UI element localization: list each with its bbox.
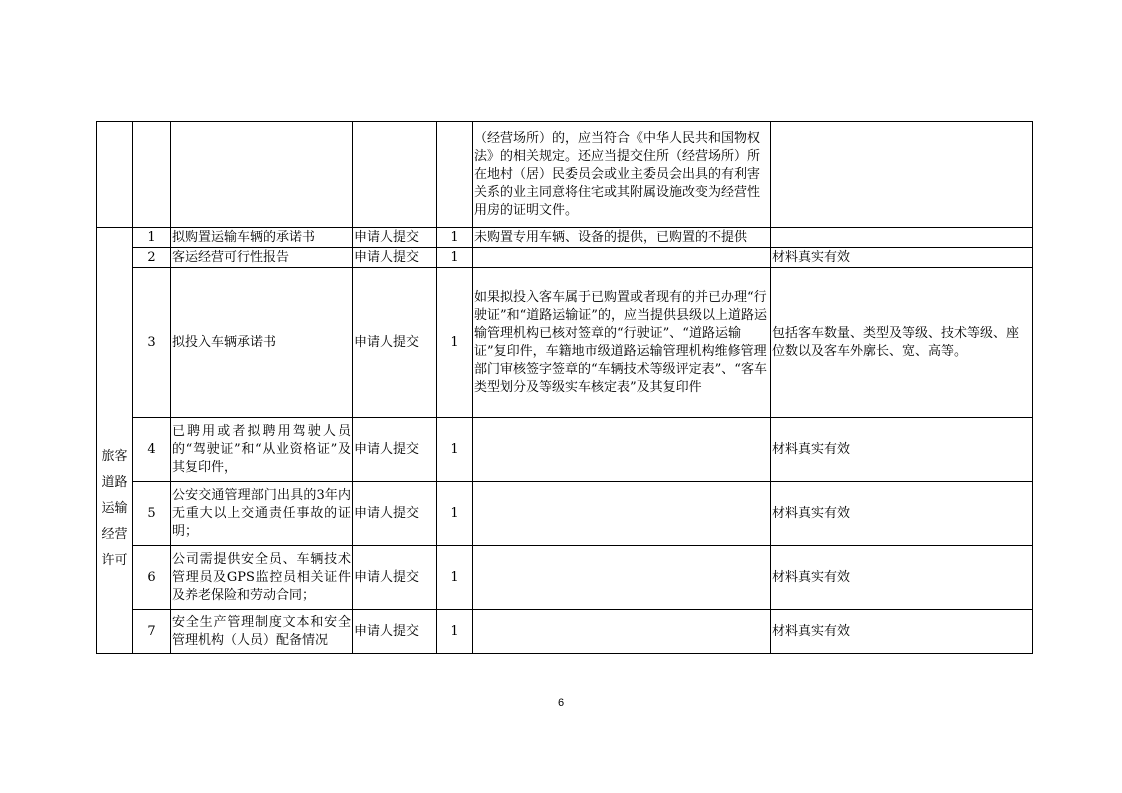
table-row xyxy=(97,418,1033,482)
material-count: 1 xyxy=(437,482,473,546)
material-name: 公安交通管理部门出具的3年内无重大以上交通责任事故的证明； xyxy=(171,482,353,546)
table-cell xyxy=(771,122,1033,228)
table-cell xyxy=(133,122,171,228)
requirement-cell xyxy=(473,418,771,482)
remark-cell: 材料真实有效 xyxy=(771,610,1033,654)
table-row xyxy=(97,248,1033,268)
requirement-cell: 未购置专用车辆、设备的提供，已购置的不提供 xyxy=(473,228,771,248)
row-number: 6 xyxy=(133,546,171,610)
material-name: 公司需提供安全员、车辆技术管理员及GPS监控员相关证件及养老保险和劳动合同； xyxy=(171,546,353,610)
requirement-cell xyxy=(473,248,771,268)
remark-cell: 材料真实有效 xyxy=(771,482,1033,546)
material-source: 申请人提交 xyxy=(353,248,437,268)
material-name: 客运经营可行性报告 xyxy=(171,248,353,268)
category-line: 旅客 xyxy=(101,449,128,464)
requirement-cell xyxy=(473,610,771,654)
requirement-cell xyxy=(473,482,771,546)
row-number: 7 xyxy=(133,610,171,654)
material-count: 1 xyxy=(437,418,473,482)
material-name: 拟购置运输车辆的承诺书 xyxy=(171,228,353,248)
row-number: 4 xyxy=(133,418,171,482)
material-source: 申请人提交 xyxy=(353,482,437,546)
category-line: 许可 xyxy=(101,553,128,568)
table-row xyxy=(97,122,1033,228)
material-count: 1 xyxy=(437,228,473,248)
material-source: 申请人提交 xyxy=(353,268,437,418)
requirements-table xyxy=(96,121,1033,654)
category-line: 运输 xyxy=(101,501,128,516)
category-line: 道路 xyxy=(101,475,128,490)
remark-cell xyxy=(771,228,1033,248)
requirement-cell: 如果拟投入客车属于已购置或者现有的并已办理“行驶证”和“道路运输证”的，应当提供县级以上道路运输管理机构已核对签章的“行驶证”、“道路运输证”复印件，车籍地市级道路运输管理机构维修管理部门审核签字签章的“车辆技术等级评定表”、“客车类型划分及等级实车核定表”及其复印件 xyxy=(473,268,771,418)
material-source: 申请人提交 xyxy=(353,610,437,654)
table-cell xyxy=(353,122,437,228)
table-row xyxy=(97,546,1033,610)
remark-cell: 材料真实有效 xyxy=(771,248,1033,268)
material-count: 1 xyxy=(437,546,473,610)
page-number: 6 xyxy=(557,697,565,709)
requirement-cell xyxy=(473,546,771,610)
table-row xyxy=(97,610,1033,654)
category-cell xyxy=(97,228,133,654)
remark-cell: 材料真实有效 xyxy=(771,546,1033,610)
table-row xyxy=(97,228,1033,248)
remark-cell: 包括客车数量、类型及等级、技术等级、座位数以及客车外廓长、宽、高等。 xyxy=(771,268,1033,418)
row-number: 5 xyxy=(133,482,171,546)
row-number: 3 xyxy=(133,268,171,418)
material-count: 1 xyxy=(437,610,473,654)
material-name: 已聘用或者拟聘用驾驶人员的“驾驶证”和“从业资格证”及其复印件， xyxy=(171,418,353,482)
material-source: 申请人提交 xyxy=(353,418,437,482)
table-row xyxy=(97,268,1033,418)
row-number: 1 xyxy=(133,228,171,248)
requirement-cell: （经营场所）的，应当符合《中华人民共和国物权法》的相关规定。还应当提交住所（经营场所）所在地村（居）民委员会或业主委员会出具的有利害关系的业主同意将住宅或其附属设施改变为经营性用房的证明文件。 xyxy=(473,122,771,228)
material-name: 拟投入车辆承诺书 xyxy=(171,268,353,418)
row-number: 2 xyxy=(133,248,171,268)
remark-cell: 材料真实有效 xyxy=(771,418,1033,482)
material-name: 安全生产管理制度文本和安全管理机构（人员）配备情况 xyxy=(171,610,353,654)
material-count: 1 xyxy=(437,268,473,418)
material-source: 申请人提交 xyxy=(353,228,437,248)
material-source: 申请人提交 xyxy=(353,546,437,610)
table-row xyxy=(97,482,1033,546)
category-line: 经营 xyxy=(101,527,128,542)
material-count: 1 xyxy=(437,248,473,268)
table-cell xyxy=(97,122,133,228)
table-cell xyxy=(171,122,353,228)
table-cell xyxy=(437,122,473,228)
